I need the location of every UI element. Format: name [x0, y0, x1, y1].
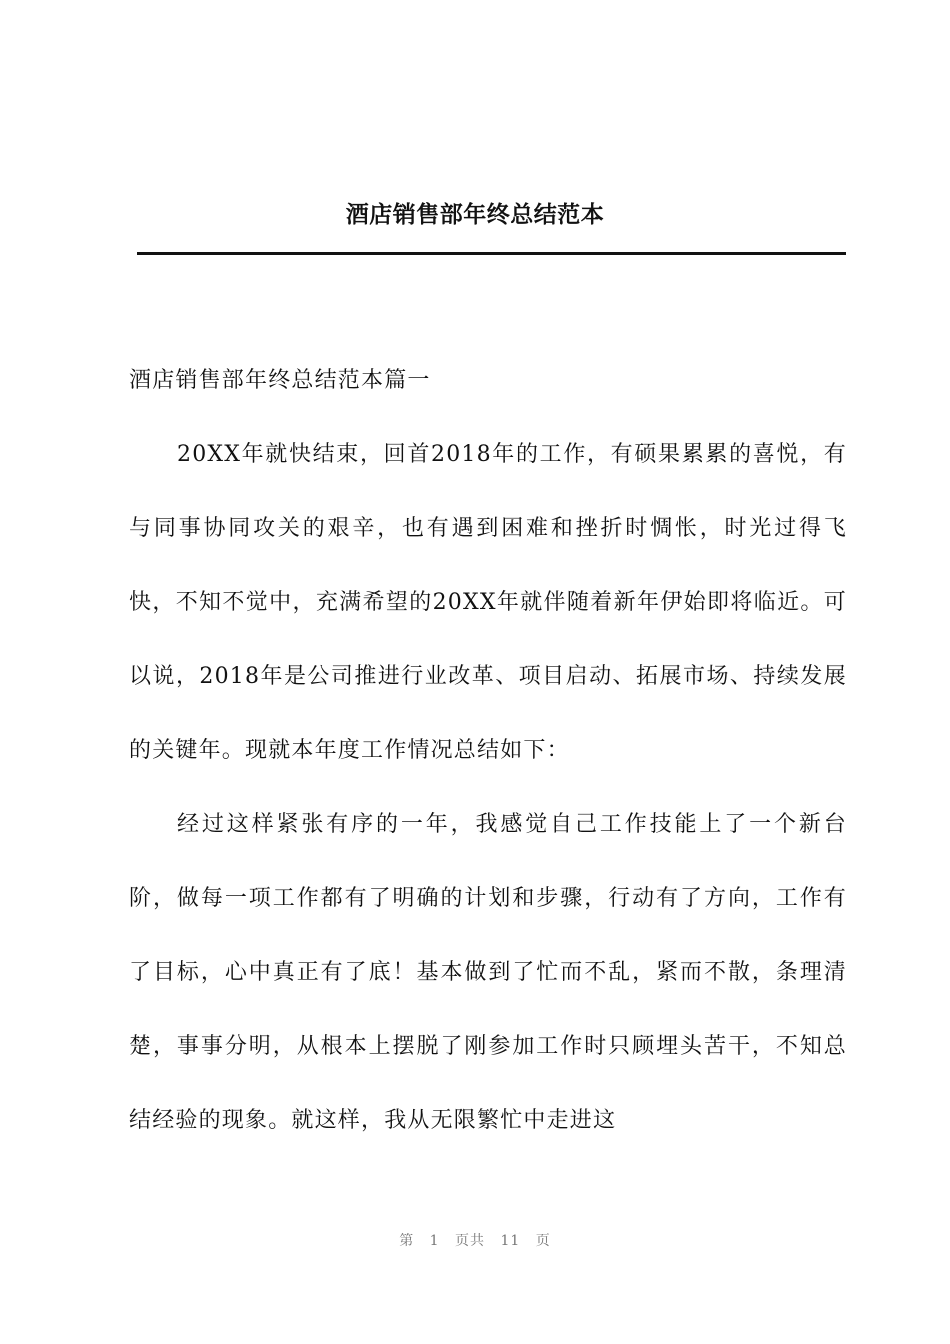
page-number-footer: 第 1 页共 11 页 [399, 1233, 551, 1249]
title-underline-rule [137, 252, 846, 255]
document-body [129, 344, 847, 1158]
paragraph: 经过这样紧张有序的一年，我感觉自己工作技能上了一个新台阶，做每一项工作都有了明确的计划和步骤，行动有了方向，工作有了目标，心中真正有了底！基本做到了忙而不乱，紧而不散，条理清楚，事事分明，从根本上摆脱了刚参加工作时只顾埋头苦干，不知总结经验的现象。就这样，我从无限繁忙中走进这 [129, 812, 847, 1133]
section-heading: 酒店销售部年终总结范本篇一 [129, 368, 431, 393]
paragraph: 20XX年就快结束，回首2018年的工作，有硕果累累的喜悦，有与同事协同攻关的艰辛，也有遇到困难和挫折时惆怅，时光过得飞快，不知不觉中，充满希望的20XX年就伴随着新年伊始即将临近。可以说，2018年是公司推进行业改革、项目启动、拓展市场、持续发展的关键年。现就本年度工作情况总结如下： [129, 442, 847, 763]
document-title: 酒店销售部年终总结范本 [345, 201, 605, 228]
